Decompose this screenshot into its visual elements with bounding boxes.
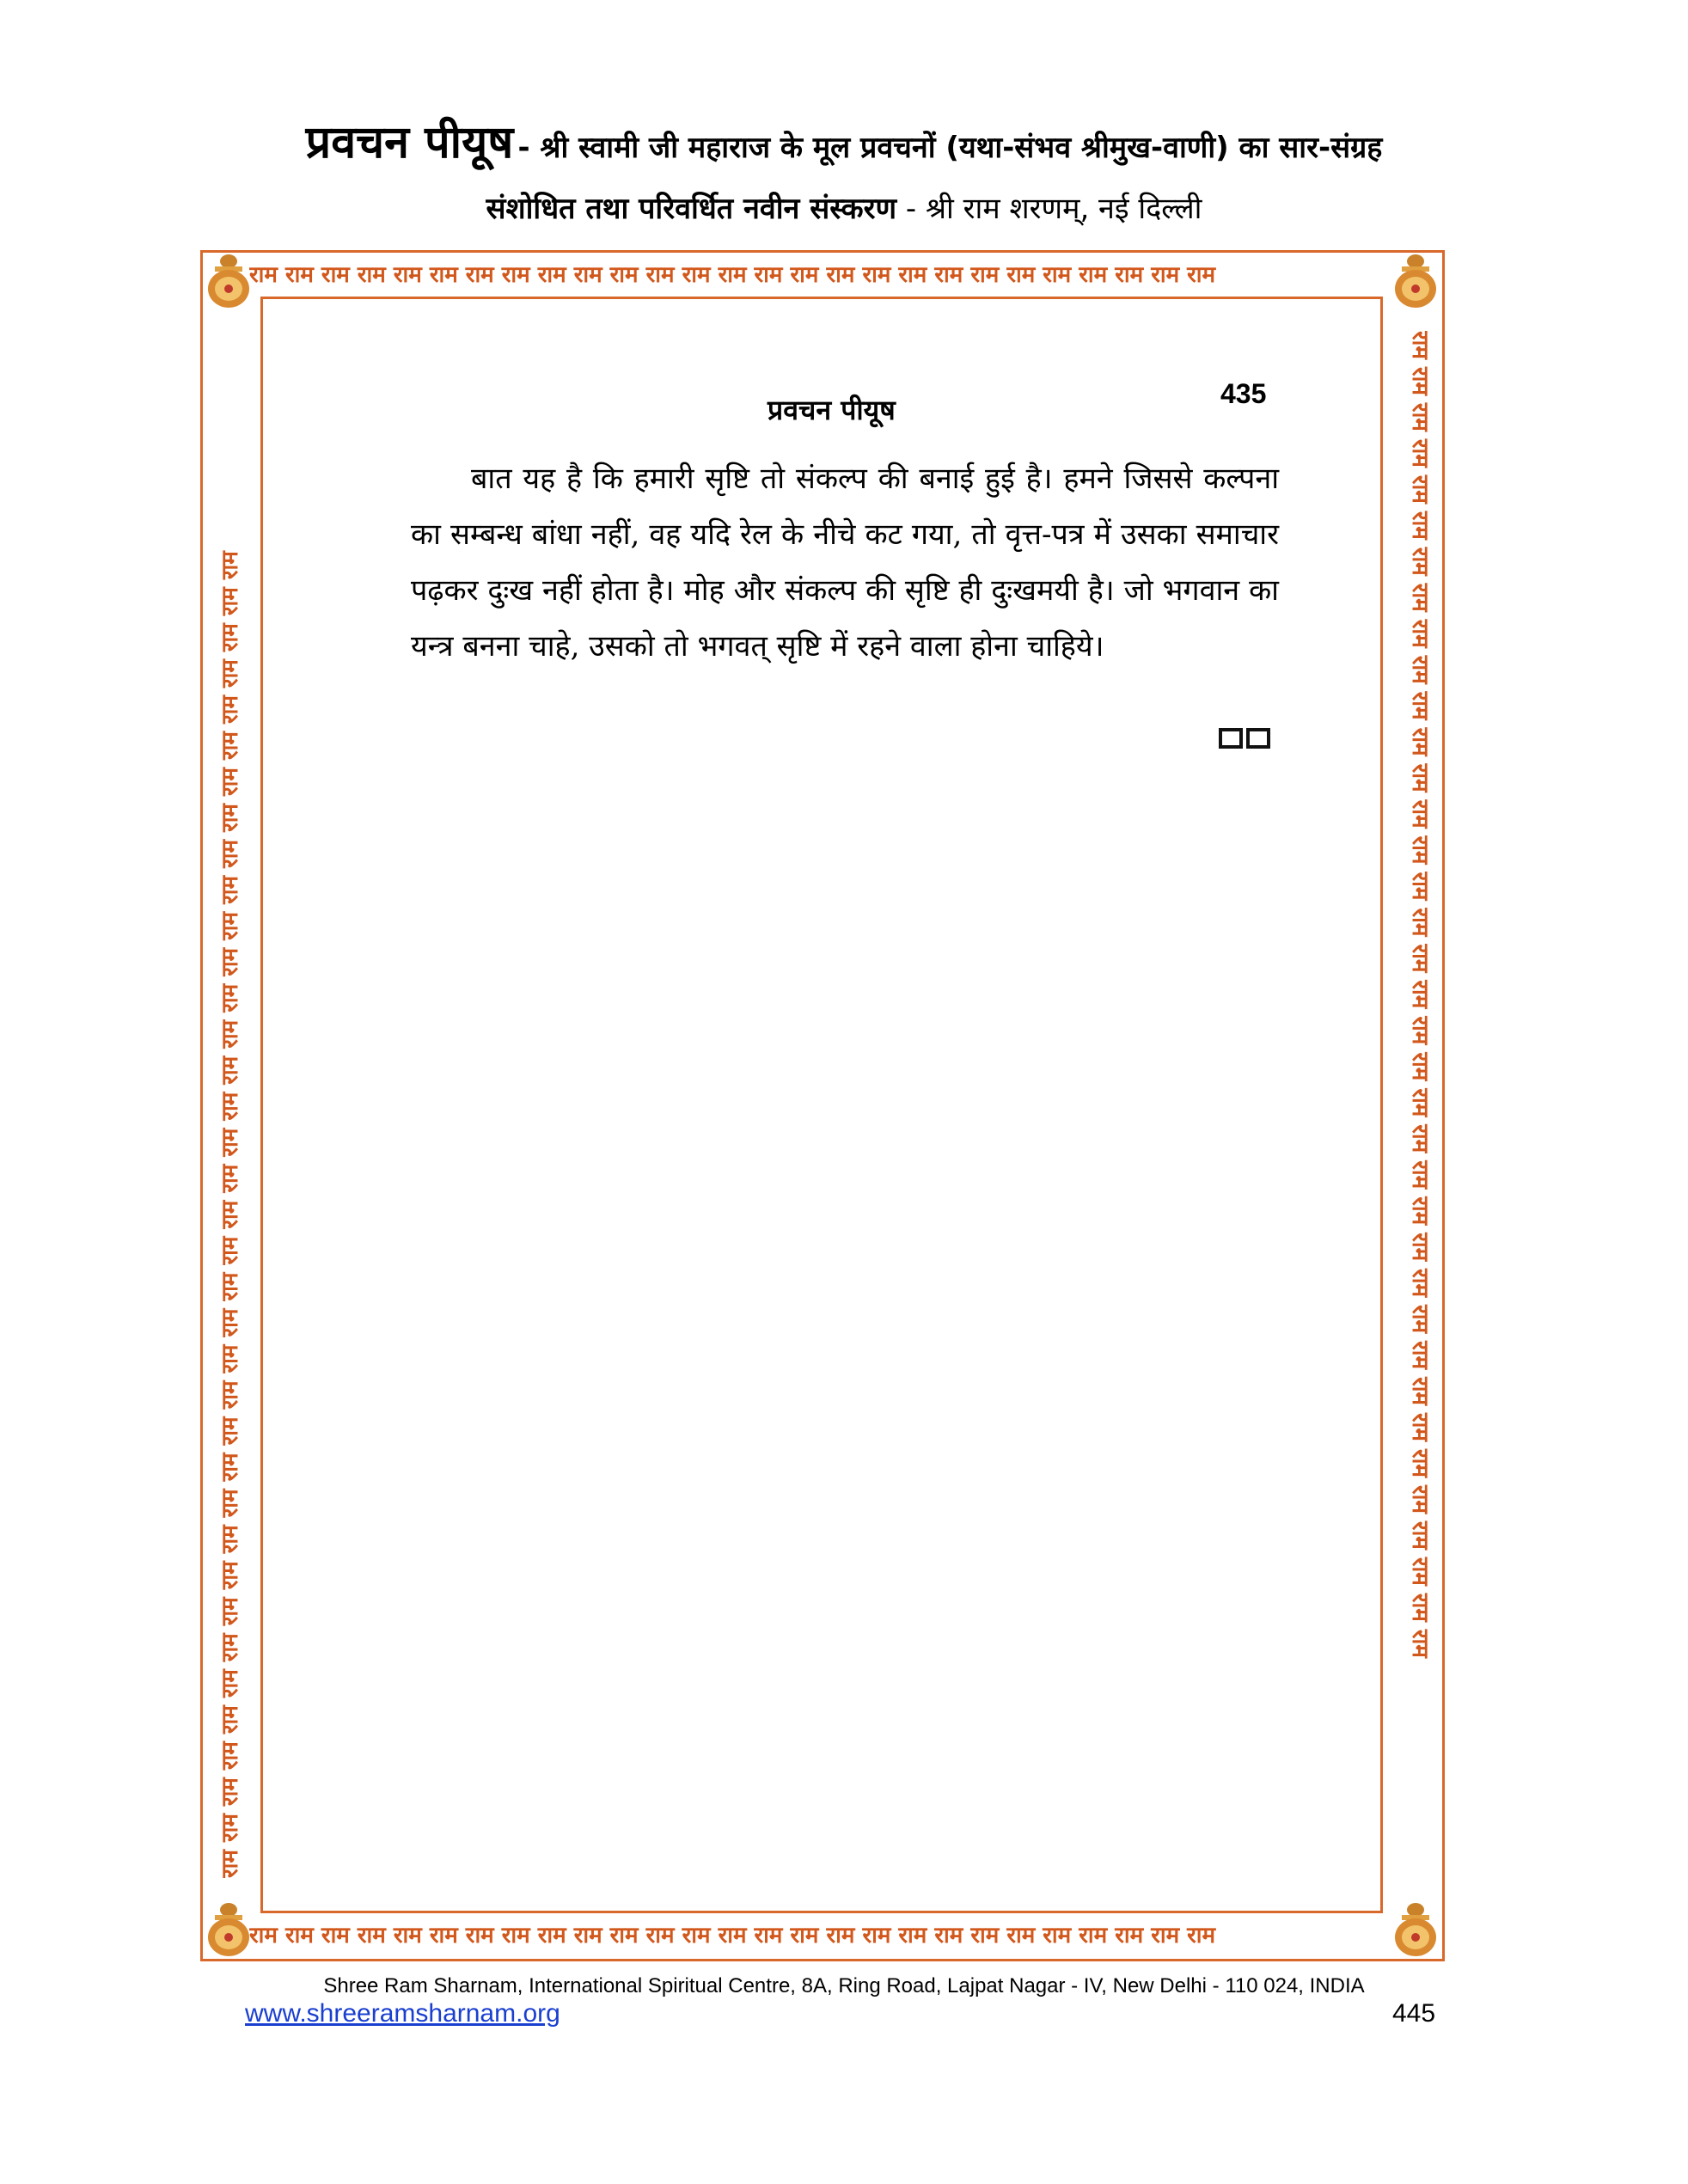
header-edition-line xyxy=(0,187,1688,227)
footer-page-number: 445 xyxy=(1392,1999,1436,2028)
scan-page-number: 435 xyxy=(1220,378,1267,409)
kalash-icon xyxy=(1390,1900,1441,1960)
website-link[interactable]: www.shreeramsharnam.org xyxy=(245,1999,560,2028)
kalash-icon xyxy=(1390,251,1441,311)
edition-label: संशोधित तथा परिवर्धित नवीन संस्करण xyxy=(486,192,897,226)
kalash-icon xyxy=(203,1900,254,1960)
ram-border-bottom: राम राम राम राम राम राम राम राम राम राम राम राम राम राम राम राम राम राम राम राम राम राम राम राम राम राम राम xyxy=(249,1923,1216,1948)
ram-border-top: राम राम राम राम राम राम राम राम राम राम राम राम राम राम राम राम राम राम राम राम राम राम राम राम राम राम राम xyxy=(249,262,1216,288)
header-title-line xyxy=(0,110,1688,171)
ram-border-right: राम राम राम राम राम राम राम राम राम राम राम राम राम राम राम राम राम राम राम राम राम राम राम राम राम राम राम राम राम राम राम राम राम राम राम राम राम xyxy=(1407,331,1433,1658)
kalash-icon xyxy=(203,251,254,311)
publisher-text: - श्री राम शरणम्, नई दिल्ली xyxy=(896,192,1202,226)
paragraph: बात यह है कि हमारी सृष्टि तो संकल्प की बनाई हुई है। हमने जिससे कल्पना का सम्बन्ध बांधा नहीं, वह यदि रेल के नीचे कट गया, तो वृत्त-पत्र में उसका समाचार पढ़कर दुःख नहीं होता है। मोह और संकल्प की सृष्टि ही दुःखमयी है। जो भगवान का यन्त्र बनना चाहे, उसको तो भगवत् सृष्टि में रहने वाला होना चाहिये। xyxy=(411,462,1279,664)
book-subtitle: - श्री स्वामी जी महाराज के मूल प्रवचनों (यथा-संभव श्रीमुख-वाणी) का सार-संग्रह xyxy=(517,131,1383,165)
footer-address: Shree Ram Sharnam, International Spiritual Centre, 8A, Ring Road, Lajpat Nagar - IV, New Delhi - 110 024, INDIA xyxy=(323,1974,1365,1997)
scan-body-text xyxy=(411,451,1279,675)
end-mark-icon xyxy=(1219,727,1272,749)
ram-border-left: राम राम राम राम राम राम राम राम राम राम राम राम राम राम राम राम राम राम राम राम राम राम राम राम राम राम राम राम राम राम राम राम राम राम राम राम राम xyxy=(217,551,243,1878)
book-title: प्रवचन पीयूष xyxy=(305,117,514,168)
scan-running-title: प्रवचन पीयूष xyxy=(768,394,896,426)
